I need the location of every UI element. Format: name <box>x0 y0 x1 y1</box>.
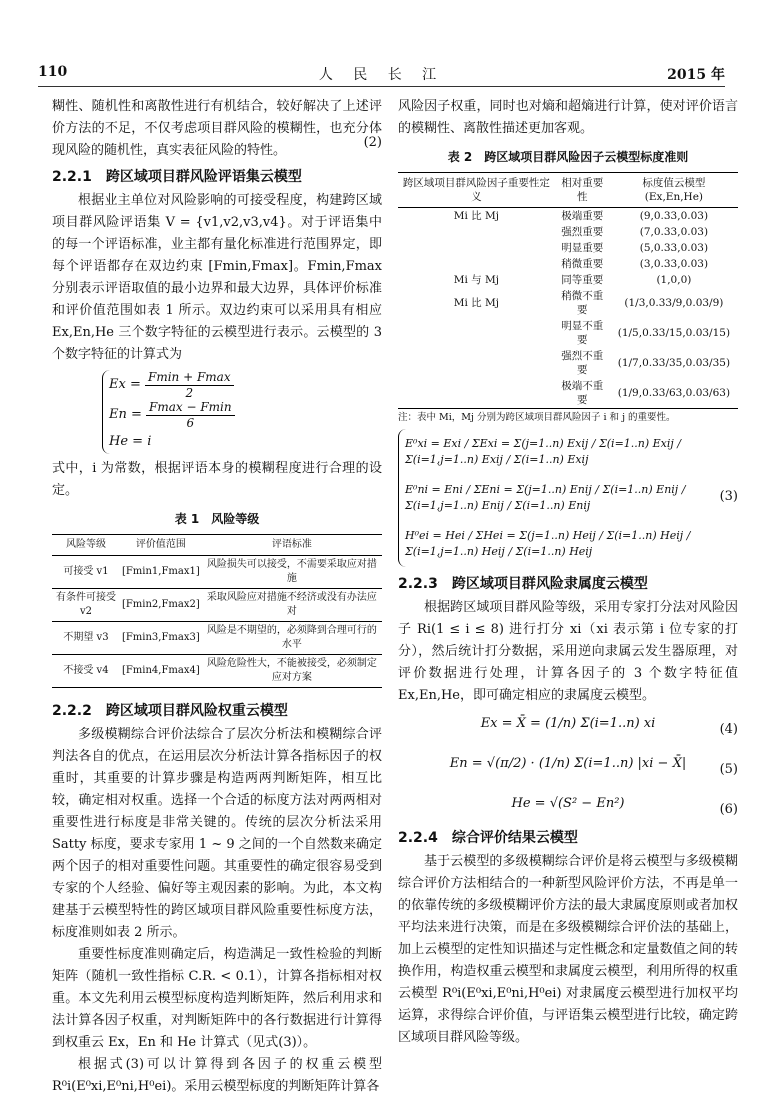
running-header <box>38 64 725 87</box>
continued-paragraph: 风险因子权重，同时也对熵和超熵进行计算，使对评价语言的模糊性、离散性描述更加客观。 <box>398 99 738 136</box>
right-column <box>398 96 738 1049</box>
section-2-2-3-heading: 2.2.3 跨区域项目群风险隶属度云模型 <box>398 576 648 592</box>
table-row <box>398 256 738 272</box>
table-cell: 有条件可接受 v2 <box>52 589 120 622</box>
table-row <box>398 318 738 348</box>
table-cell: Mi 比 Mj <box>453 210 499 222</box>
table-cell: 明显重要 <box>561 242 604 254</box>
table-cell: 不接受 v4 <box>52 655 120 688</box>
table-cell: 风险危险性大，不能被接受，必须制定应对方案 <box>202 655 382 688</box>
table-row <box>52 589 382 622</box>
table-row <box>52 556 382 589</box>
table-cell: (1/7,0.33/35,0.03/35) <box>617 357 731 369</box>
table-cell: 稍微重要 <box>561 258 604 270</box>
table-cell: 风险损失可以接受，不需要采取应对措施 <box>202 556 382 589</box>
table-cell: Mi 与 Mj <box>453 274 499 286</box>
table-cell: 强烈重要 <box>561 226 604 238</box>
table-cell: (1/5,0.33/15,0.03/15) <box>617 327 731 339</box>
table-cell: 同等重要 <box>561 274 604 286</box>
table-row <box>398 272 738 288</box>
section-2-2-2-paragraph-3: 根据式(3)可以计算得到各因子的权重云模型 R⁰i(E⁰xi,E⁰ni,H⁰ei)。采用云模型标度的判断矩阵计算各 <box>52 1057 382 1094</box>
equation-5: En = √(π/2) · (1/n) Σ(i=1..n) |xi − X̄| (5) <box>449 756 738 777</box>
table-cell <box>398 378 555 409</box>
section-2-2-1-paragraph: 根据业主单位对风险影响的可接受程度，构建跨区域项目群风险评语集 V = {v1,v2,v3,v4}。对于评语集中的每一个评语标准，业主都有量化标准进行范围界定，即每个评语都存在双边约束 [Fmin,Fmax]。Fmin,Fmax 分别表示评语取值的最小边界和最大边界，具体评价标准和评价值范围如表 1 所示。双边约束可以采用具有相应 Ex,En,He 三个数字特征的云模型进行表示。云模型的 3 个数字特征的计算式为 <box>52 193 382 362</box>
table-cell: 可接受 v1 <box>52 556 120 589</box>
page-number: 110 <box>38 64 68 80</box>
equation-4: Ex = X̄ = (1/n) Σ(i=1..n) xi (4) <box>480 716 738 737</box>
equation-2: Ex = $\frac{Fmin + Fmax}{2}$ En = $\frac{Fmax - Fmin}{6}$ He = i (2) <box>102 370 382 454</box>
table-cell: Mi 比 Mj <box>453 297 499 309</box>
table-cell: 不期望 v3 <box>52 622 120 655</box>
section-2-2-3-paragraph: 根据跨区域项目群风险等级，采用专家打分法对风险因子 Ri(1 ≤ i ≤ 8) 进行打分 xi（xi 表示第 i 位专家的打分），然后统计打分数据，采用逆向隶属云发生器原理，对评价数据进行处理，计算各因子的 3 个数字特征值 Ex,En,He，即可确定相应的隶属度云模型。 <box>398 600 738 703</box>
section-2-2-2-paragraph-2: 重要性标度准则确定后，构造满足一致性检验的判断矩阵（随机一致性指标 C.R. < 0.1），计算各指标相对权重。本文先利用云模型标度构造判断矩阵，然后利用求和法计算各因子权重，对判断矩阵中的各行数据进行计算得到权重云 Ex，En 和 He 计算式（见式(3)）。 <box>52 947 382 1050</box>
table-cell <box>398 256 555 272</box>
table-cell: 极端重要 <box>561 210 604 222</box>
equation-2-explanation: 式中，i 为常数，根据评语本身的模糊程度进行合理的设定。 <box>52 461 382 498</box>
table-cell: (3,0.33,0.03) <box>639 258 709 270</box>
table-cell: [Fmin3,Fmax3] <box>120 622 202 655</box>
equation-6: He = √(S² − En²) (6) <box>511 796 738 817</box>
table-row <box>398 240 738 256</box>
table-1-caption: 表 1 风险等级 <box>174 512 260 526</box>
equation-3-line-2: E⁰ni = Eni / ΣEni = Σ(j=1..n) Enij / Σ(i=1..n) Enij / Σ(i=1,j=1..n) Enij / Σ(i=1..n) Enij <box>405 483 686 512</box>
table-row <box>52 655 382 688</box>
journal-name: 人 民 长 江 <box>318 67 445 83</box>
table-cell: 风险是不期望的，必须降到合理可行的水平 <box>202 622 382 655</box>
section-2-2-2-heading: 2.2.2 跨区域项目群风险权重云模型 <box>52 703 288 719</box>
table-row <box>52 622 382 655</box>
left-column <box>52 96 382 1098</box>
table-1-header-1: 评价值范围 <box>120 535 202 556</box>
equation-2-number: (2) <box>363 135 382 150</box>
table-cell: [Fmin4,Fmax4] <box>120 655 202 688</box>
equation-3-line-3: H⁰ei = Hei / ΣHei = Σ(j=1..n) Heij / Σ(i=1..n) Heij / Σ(i=1,j=1..n) Heij / Σ(i=1..n) Heij <box>405 529 691 558</box>
equation-3-number: (3) <box>719 489 738 504</box>
equation-3-line-1: E⁰xi = Exi / ΣExi = Σ(j=1..n) Exij / Σ(i=1..n) Exij / Σ(i=1,j=1..n) Exij / Σ(i=1..n) Exij <box>405 437 682 466</box>
table-cell <box>398 240 555 256</box>
table-row <box>398 224 738 240</box>
table-cell <box>398 224 555 240</box>
table-2-note: 注：表中 Mi，Mj 分别为跨区域项目群风险因子 i 和 j 的重要性。 <box>398 412 676 423</box>
table-cell: 采取风险应对措施不经济或没有办法应对 <box>202 589 382 622</box>
table-1-header-2: 评语标准 <box>202 535 382 556</box>
table-row <box>398 348 738 378</box>
table-2-caption: 表 2 跨区域项目群风险因子云模型标度准则 <box>447 150 689 164</box>
table-cell: [Fmin2,Fmax2] <box>120 589 202 622</box>
table-2-header-2: 标度值云模型 (Ex,En,He) <box>610 173 738 208</box>
table-cell: 稍微不重要 <box>561 290 604 316</box>
table-2-header-0: 跨区域项目群风险因子重要性定义 <box>398 173 555 208</box>
table-cell: 极端不重要 <box>555 378 610 409</box>
equation-3 <box>398 429 738 567</box>
table-2 <box>398 172 738 409</box>
table-1 <box>52 534 382 688</box>
table-row <box>398 288 738 318</box>
section-2-2-4-heading: 2.2.4 综合评价结果云模型 <box>398 830 578 846</box>
table-1-header-0: 风险等级 <box>52 535 120 556</box>
table-cell <box>398 348 555 378</box>
intro-paragraph: 糊性、随机性和离散性进行有机结合，较好解决了上述评价方法的不足，不仅考虑项目群风险的模糊性，也充分体现风险的随机性，真实表征风险的特性。 <box>52 99 382 158</box>
section-2-2-4-paragraph: 基于云模型的多级模糊综合评价是将云模型与多级模糊综合评价方法相结合的一种新型风险评价方法，不再是单一的依靠传统的多级模糊评价方法的最大隶属度原则或者加权平均法来进行决策，而是在多级模糊综合评价法的基础上，加上云模型的定性知识描述与定性概念和定量数值之间的转换作用，构造权重云模型和隶属度云模型，利用所得的权重云模型 R⁰i(E⁰xi,E⁰ni,H⁰ei) 对隶属度云模型进行加权平均运算，求得综合评价值，与评语集云模型进行比较，确定跨区域项目群风险等级。 <box>398 854 738 1045</box>
section-2-2-1-heading: 2.2.1 跨区域项目群风险评语集云模型 <box>52 169 302 185</box>
table-cell: (1/9,0.33/63,0.03/63) <box>610 378 738 409</box>
table-cell: (7,0.33,0.03) <box>639 226 709 238</box>
table-cell: [Fmin1,Fmax1] <box>120 556 202 589</box>
section-2-2-2-paragraph-1: 多级模糊综合评价法综合了层次分析法和模糊综合评判法各自的优点，在运用层次分析法计算各指标因子的权重时，其重要的计算步骤是构造两两判断矩阵，相互比较，确定相对权重。选择一个合适的标度方法对两两相对重要性进行标度是非常关键的。传统的层次分析法采用 Satty 标度，要求专家用 1 ~ 9 之间的一个自然数来确定两个因子的相对重要性问题。其重要性的确定很容易受到专家的个人经验、偏好等主观因素的影响。为此，本文构建基于云模型特性的跨区域项目群风险重要性标度方法，标度准则如表 2 所示。 <box>52 727 382 940</box>
table-cell <box>398 318 555 348</box>
table-cell: (1,0,0) <box>656 274 692 286</box>
table-cell: (9,0.33,0.03) <box>639 210 709 222</box>
table-2-header-1: 相对重要性 <box>555 173 610 208</box>
journal-year: 2015 年 <box>667 67 725 83</box>
table-row <box>398 208 738 225</box>
table-cell: 明显不重要 <box>561 320 604 346</box>
table-cell: (5,0.33,0.03) <box>639 242 709 254</box>
table-cell: (1/3,0.33/9,0.03/9) <box>624 297 724 309</box>
table-cell: 强烈不重要 <box>561 350 604 376</box>
table-row <box>398 378 738 409</box>
